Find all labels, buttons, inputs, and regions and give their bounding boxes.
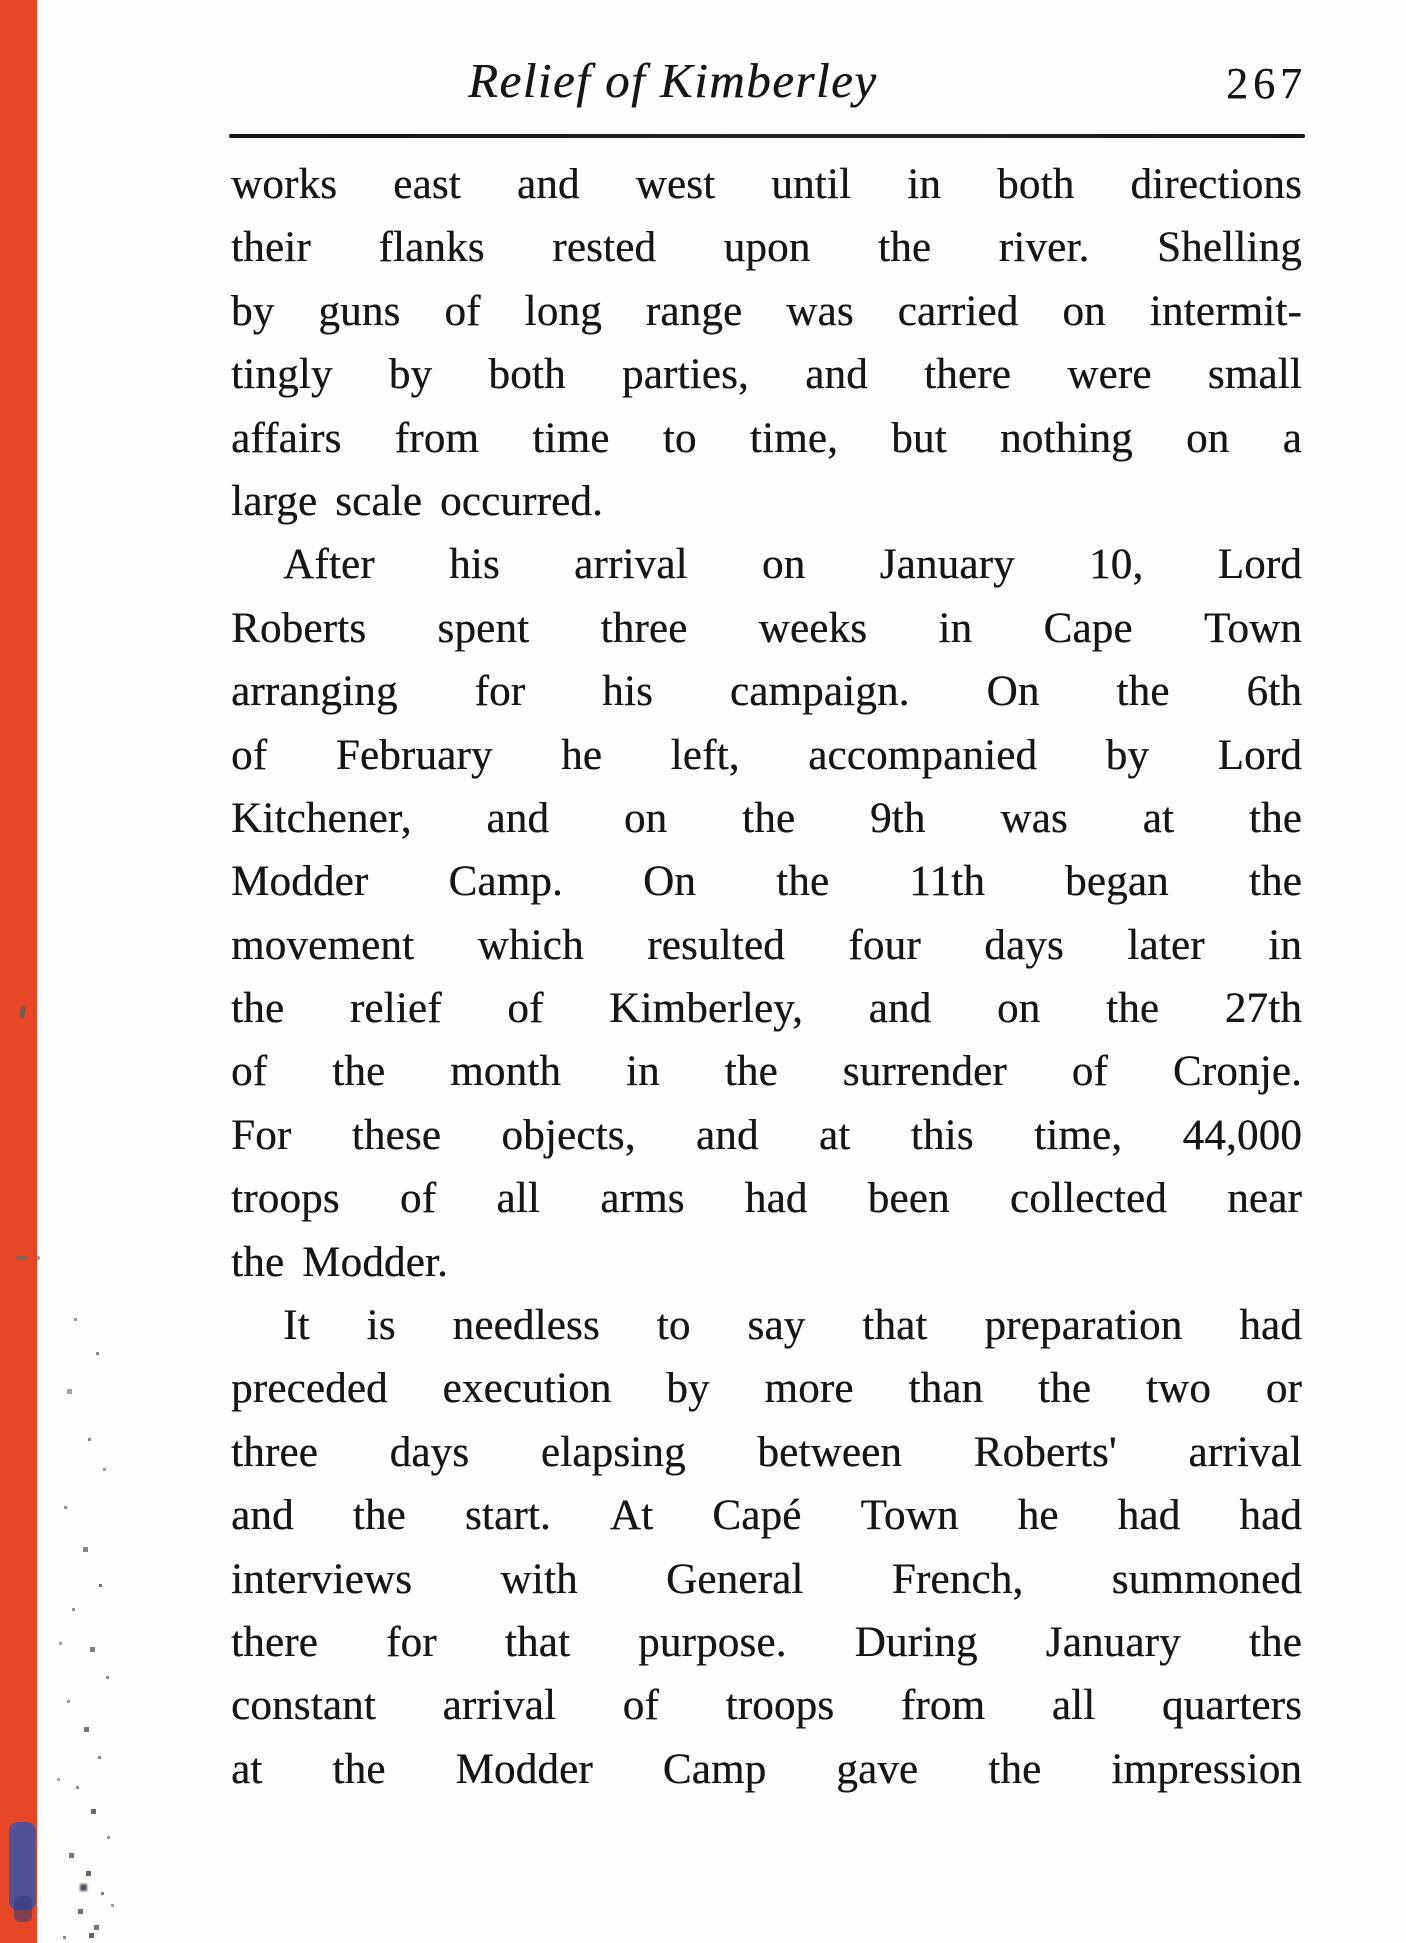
word: the: [1037, 1365, 1092, 1413]
word: the: [332, 1048, 386, 1096]
word: After: [283, 541, 375, 589]
word: preceded: [231, 1365, 388, 1413]
word: and: [516, 161, 580, 208]
word: all: [1051, 1682, 1096, 1730]
word: Cape: [1043, 604, 1133, 652]
word: by: [388, 351, 433, 399]
word: from: [900, 1682, 986, 1730]
word: both: [488, 351, 566, 399]
word: Roberts': [973, 1428, 1117, 1476]
word: of: [231, 731, 268, 779]
word: and: [486, 794, 550, 842]
word: Shelling: [1156, 224, 1302, 272]
word: of: [1071, 1048, 1108, 1096]
word: 44,000: [1182, 1111, 1302, 1159]
word: near: [1227, 1175, 1302, 1223]
word: month: [450, 1048, 562, 1096]
word: on: [1062, 287, 1106, 335]
word: Lord: [1217, 541, 1302, 589]
word: the: [1248, 794, 1302, 842]
word: by: [231, 287, 275, 335]
word: to: [662, 414, 697, 462]
word: his: [602, 668, 653, 716]
word: works: [231, 161, 338, 208]
word: On: [643, 858, 696, 906]
word: that: [504, 1618, 571, 1666]
word: affairs: [231, 414, 342, 462]
word: river.: [998, 224, 1090, 272]
word: rested: [552, 224, 657, 272]
word: of: [231, 1048, 268, 1096]
word: had: [1117, 1492, 1181, 1540]
text-line: [231, 787, 1302, 850]
text-line: [231, 597, 1302, 660]
word: until: [771, 161, 852, 208]
body-text: [231, 153, 1302, 1801]
word: 6th: [1246, 668, 1302, 716]
word: arranging: [231, 668, 398, 716]
text-line: [231, 1167, 1302, 1230]
word: gave: [836, 1745, 919, 1793]
text-line: [231, 407, 1302, 470]
word: more: [764, 1365, 854, 1413]
word: quarters: [1161, 1682, 1302, 1730]
word: by: [666, 1365, 710, 1413]
word: and: [868, 985, 932, 1033]
text-line: [231, 1548, 1302, 1611]
word: were: [1067, 351, 1152, 399]
word: in: [907, 161, 942, 208]
word: Lord: [1217, 731, 1302, 779]
word: the: [1105, 985, 1160, 1033]
word: Capé: [712, 1492, 802, 1540]
text-line: [231, 343, 1302, 406]
word: preparation: [984, 1302, 1183, 1350]
word: he: [561, 731, 603, 779]
word: the: [988, 1745, 1042, 1793]
word: was: [1000, 794, 1068, 842]
text-line: [231, 914, 1302, 977]
word: but: [891, 414, 947, 462]
word: January: [879, 541, 1015, 589]
word: movement: [231, 921, 415, 969]
word: 27th: [1224, 985, 1302, 1033]
word: arrival: [574, 541, 688, 589]
word: the: [776, 858, 830, 906]
word: troops: [231, 1175, 340, 1223]
word: purpose.: [638, 1618, 787, 1666]
word: long: [524, 287, 602, 335]
word: For: [231, 1111, 292, 1159]
left-edge-blue-ink-mark-small: [14, 1896, 32, 1922]
header-divider-rule: [229, 134, 1305, 138]
word: elapsing: [540, 1428, 686, 1476]
word: the: [742, 794, 796, 842]
word: troops: [725, 1682, 835, 1730]
word: is: [366, 1302, 396, 1350]
word: both: [997, 161, 1075, 208]
word: the: [332, 1745, 386, 1793]
text-line: [231, 1294, 1302, 1357]
word: in: [938, 604, 973, 652]
text-line: [231, 660, 1302, 723]
word: interviews: [231, 1555, 413, 1603]
word: their: [231, 224, 311, 272]
text-line: [231, 280, 1302, 343]
line-text: large scale occurred.: [231, 477, 603, 525]
word: by: [1105, 731, 1150, 779]
word: in: [625, 1048, 660, 1096]
word: left,: [670, 731, 740, 779]
word: range: [645, 287, 743, 335]
word: east: [393, 161, 461, 208]
word: At: [609, 1492, 654, 1540]
text-line: [231, 1040, 1302, 1103]
word: surrender: [842, 1048, 1007, 1096]
word: Kimberley,: [609, 985, 803, 1033]
word: Modder: [455, 1745, 593, 1793]
word: for: [474, 668, 526, 716]
word: three: [600, 604, 688, 652]
word: Camp.: [448, 858, 563, 906]
line-text: the Modder.: [231, 1238, 448, 1286]
word: intermit-: [1149, 287, 1302, 335]
word: flanks: [378, 224, 485, 272]
word: on: [623, 794, 668, 842]
scan-noise-speckles: [0, 0, 3, 3]
word: the: [1116, 668, 1170, 716]
word: time,: [749, 414, 838, 462]
word: the: [1248, 858, 1302, 906]
word: On: [986, 668, 1040, 716]
word: of: [399, 1175, 437, 1223]
word: resulted: [647, 921, 785, 969]
word: later: [1127, 921, 1205, 969]
word: relief: [349, 985, 442, 1033]
word: summoned: [1111, 1555, 1302, 1603]
word: the: [352, 1492, 406, 1540]
word: there: [924, 351, 1011, 399]
word: constant: [231, 1682, 376, 1730]
word: say: [747, 1302, 806, 1350]
word: accompanied: [808, 731, 1038, 779]
word: on: [1185, 414, 1230, 462]
word: had: [744, 1175, 808, 1223]
word: It: [283, 1302, 310, 1350]
word: that: [862, 1302, 928, 1350]
word: which: [477, 921, 584, 969]
word: tingly: [231, 351, 333, 399]
text-line: [231, 724, 1302, 787]
word: days: [389, 1428, 470, 1476]
word: days: [984, 921, 1064, 969]
word: carried: [897, 287, 1019, 335]
word: January: [1045, 1618, 1181, 1666]
word: nothing: [999, 414, 1133, 462]
text-line: [231, 850, 1302, 913]
word: Cronje.: [1172, 1048, 1302, 1096]
word: upon: [723, 224, 811, 272]
word: impression: [1111, 1745, 1302, 1793]
word: all: [496, 1175, 540, 1223]
running-header-title: Relief of Kimberley: [468, 53, 878, 108]
word: between: [757, 1428, 903, 1476]
word: and: [231, 1492, 294, 1540]
word: the: [877, 224, 932, 272]
word: French,: [891, 1555, 1024, 1603]
word: needless: [452, 1302, 600, 1350]
page-number: 267: [1226, 59, 1307, 108]
word: at: [231, 1745, 263, 1793]
text-line: [231, 977, 1302, 1040]
word: at: [818, 1111, 851, 1159]
word: this: [910, 1111, 974, 1159]
word: and: [805, 351, 868, 399]
word: small: [1207, 351, 1302, 399]
text-line: [231, 1421, 1302, 1484]
word: Town: [1203, 604, 1302, 652]
word: four: [848, 921, 921, 969]
word: the: [724, 1048, 778, 1096]
word: start.: [464, 1492, 551, 1540]
word: on: [996, 985, 1041, 1033]
text-line: [231, 533, 1302, 596]
word: Town: [860, 1492, 959, 1540]
word: Camp: [662, 1745, 767, 1793]
word: a: [1282, 414, 1302, 462]
word: arrival: [442, 1682, 557, 1730]
word: collected: [1009, 1175, 1167, 1223]
word: had: [1239, 1302, 1302, 1350]
text-line: [231, 1611, 1302, 1674]
word: of: [444, 287, 481, 335]
word: arms: [600, 1175, 685, 1223]
word: of: [507, 985, 544, 1033]
word: his: [449, 541, 500, 589]
margin-ink-speck-dash: [16, 1256, 28, 1260]
word: arrival: [1188, 1428, 1302, 1476]
word: been: [867, 1175, 950, 1223]
word: the: [1248, 1618, 1302, 1666]
word: During: [854, 1618, 978, 1666]
word: and: [695, 1111, 759, 1159]
word: had: [1239, 1492, 1302, 1540]
word: these: [351, 1111, 442, 1159]
word: at: [1142, 794, 1175, 842]
word: of: [622, 1682, 659, 1730]
word: 10,: [1088, 541, 1144, 589]
word: Roberts: [231, 604, 367, 652]
text-line: [231, 470, 1302, 533]
word: to: [656, 1302, 691, 1350]
text-line: [231, 1674, 1302, 1737]
word: directions: [1130, 161, 1302, 208]
word: was: [786, 287, 854, 335]
word: two: [1145, 1365, 1211, 1413]
word: for: [385, 1618, 437, 1666]
word: than: [908, 1365, 984, 1413]
word: west: [635, 161, 716, 208]
word: began: [1065, 858, 1169, 906]
text-line: [231, 1738, 1302, 1801]
text-line: [231, 1484, 1302, 1547]
word: the: [231, 985, 285, 1033]
word: Kitchener,: [231, 794, 412, 842]
word: time: [532, 414, 610, 462]
word: from: [394, 414, 480, 462]
word: in: [1268, 921, 1302, 969]
word: there: [231, 1618, 318, 1666]
word: execution: [442, 1365, 612, 1413]
word: 9th: [869, 794, 926, 842]
word: Modder: [231, 858, 369, 906]
text-line: [231, 1104, 1302, 1167]
word: General: [666, 1555, 804, 1603]
word: February: [335, 731, 493, 779]
word: or: [1265, 1365, 1302, 1413]
word: campaign.: [729, 668, 910, 716]
word: 11th: [909, 858, 985, 906]
word: three: [231, 1428, 318, 1476]
text-line: [231, 153, 1302, 216]
text-line: [231, 216, 1302, 279]
word: he: [1017, 1492, 1059, 1540]
word: parties,: [621, 351, 749, 399]
word: guns: [318, 287, 401, 335]
left-edge-scan-stripe: [0, 0, 37, 1943]
word: time,: [1033, 1111, 1123, 1159]
text-line: [231, 1231, 1302, 1294]
word: weeks: [758, 604, 868, 652]
word: with: [500, 1555, 578, 1603]
word: on: [761, 541, 806, 589]
word: spent: [437, 604, 530, 652]
text-line: [231, 1357, 1302, 1420]
word: objects,: [501, 1111, 636, 1159]
